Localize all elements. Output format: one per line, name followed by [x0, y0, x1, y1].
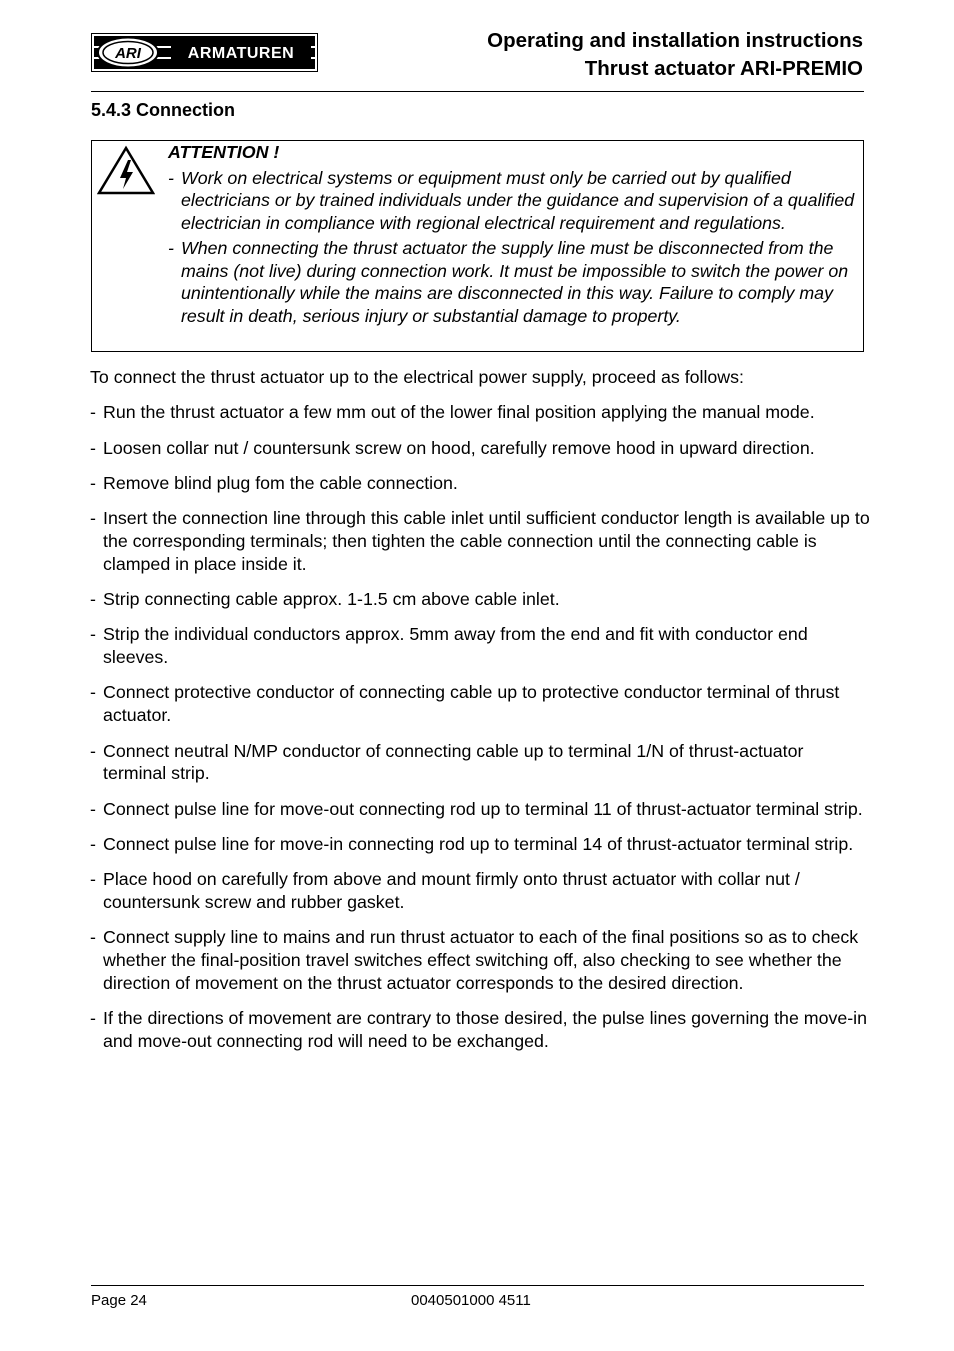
step-text: If the directions of movement are contrary to those desired, the pulse lines governing the move-in and move-out connecting rod will need to be exchanged.	[103, 1008, 868, 1052]
ari-armaturen-logo	[91, 33, 318, 72]
list-dash: -	[90, 740, 96, 761]
list-dash: -	[90, 833, 96, 854]
step-text: Connect pulse line for move-out connecting rod up to terminal 11 of thrust-actuator terminal strip.	[103, 798, 863, 819]
svg-text:ARMATUREN: ARMATUREN	[187, 45, 295, 62]
list-dash: -	[90, 682, 96, 703]
high-voltage-warning-icon	[97, 145, 155, 195]
instruction-step	[90, 798, 870, 821]
instruction-step	[90, 437, 870, 460]
list-dash: -	[90, 927, 96, 948]
list-dash: -	[90, 437, 96, 458]
list-dash: -	[90, 508, 96, 529]
step-text: Insert the connection line through this cable inlet until sufficient conductor length is available up to the corresponding terminals; then tighten the cable connection until the connecting cable is clamped in place inside it.	[103, 508, 870, 574]
instruction-step	[90, 926, 870, 994]
document-code: 0040501000 4511	[411, 1292, 531, 1309]
attention-content	[168, 141, 858, 327]
header-title-line2: Thrust actuator ARI-PREMIO	[584, 57, 863, 80]
svg-text:ARI: ARI	[115, 45, 141, 62]
step-text: Strip the individual conductors approx. 5mm away from the end and fit with conductor end sleeves.	[103, 624, 808, 668]
document-header-title	[487, 27, 863, 83]
step-text: Place hood on carefully from above and mount firmly onto thrust actuator with collar nut / countersunk screw and rubber gasket.	[103, 869, 800, 913]
header-title-line1: Operating and installation instructions	[487, 29, 863, 52]
attention-item	[168, 237, 858, 327]
step-text: Connect supply line to mains and run thrust actuator to each of the final positions so as to check whether the final-position travel switches effect switching off, also checking to see whether the direction of movement on the thrust actuator corresponds to the desired direction.	[103, 927, 859, 993]
list-dash: -	[90, 624, 96, 645]
instruction-step	[90, 588, 870, 611]
list-dash: -	[168, 167, 174, 188]
step-text: Connect neutral N/MP conductor of connecting cable up to terminal 1/N of thrust-actuator terminal strip.	[103, 740, 804, 784]
footer-divider	[91, 1285, 864, 1286]
instruction-step	[90, 1007, 870, 1053]
attention-title: ATTENTION !	[168, 142, 280, 162]
list-dash: -	[90, 402, 96, 423]
step-text: Remove blind plug fom the cable connection.	[103, 472, 458, 493]
instruction-step	[90, 681, 870, 727]
step-text: Connect pulse line for move-in connecting rod up to terminal 14 of thrust-actuator terminal strip.	[103, 833, 854, 854]
list-dash: -	[90, 589, 96, 610]
step-text: Run the thrust actuator a few mm out of the lower final position applying the manual mode.	[103, 402, 815, 423]
instruction-step	[90, 472, 870, 495]
list-dash: -	[90, 869, 96, 890]
intro-paragraph: To connect the thrust actuator up to the electrical power supply, proceed as follows:	[90, 367, 744, 387]
instruction-step	[90, 740, 870, 786]
header-divider	[91, 91, 864, 92]
instruction-step	[90, 507, 870, 575]
instruction-step	[90, 401, 870, 424]
instructions-body	[90, 366, 870, 1065]
list-dash: -	[90, 1008, 96, 1029]
instruction-step	[90, 833, 870, 856]
section-heading: 5.4.3 Connection	[91, 100, 236, 120]
list-dash: -	[90, 798, 96, 819]
attention-item-text: When connecting the thrust actuator the supply line must be disconnected from the mains (not live) during connection work. It must be impossible to switch the power on unintentionally while the mains are disconnected in this way. Failure to comply may result in death, serious injury or substantial damage to property.	[181, 238, 849, 326]
attention-box	[91, 140, 864, 352]
list-dash: -	[168, 238, 174, 258]
attention-item-text: Work on electrical systems or equipment must only be carried out by qualified electricians or by trained individuals under the guidance and supervision of a qualified electrician in compliance with regional electrical requirement and regulations.	[181, 167, 855, 233]
instruction-step	[90, 623, 870, 669]
step-text: Connect protective conductor of connecting cable up to protective conductor terminal of thrust actuator.	[103, 682, 840, 726]
step-text: Loosen collar nut / countersunk screw on hood, carefully remove hood in upward direction.	[103, 437, 815, 458]
page-number: Page 24	[91, 1292, 147, 1309]
list-dash: -	[90, 472, 96, 493]
attention-item	[168, 167, 858, 235]
instruction-step	[90, 868, 870, 914]
step-text: Strip connecting cable approx. 1-1.5 cm above cable inlet.	[103, 589, 560, 610]
